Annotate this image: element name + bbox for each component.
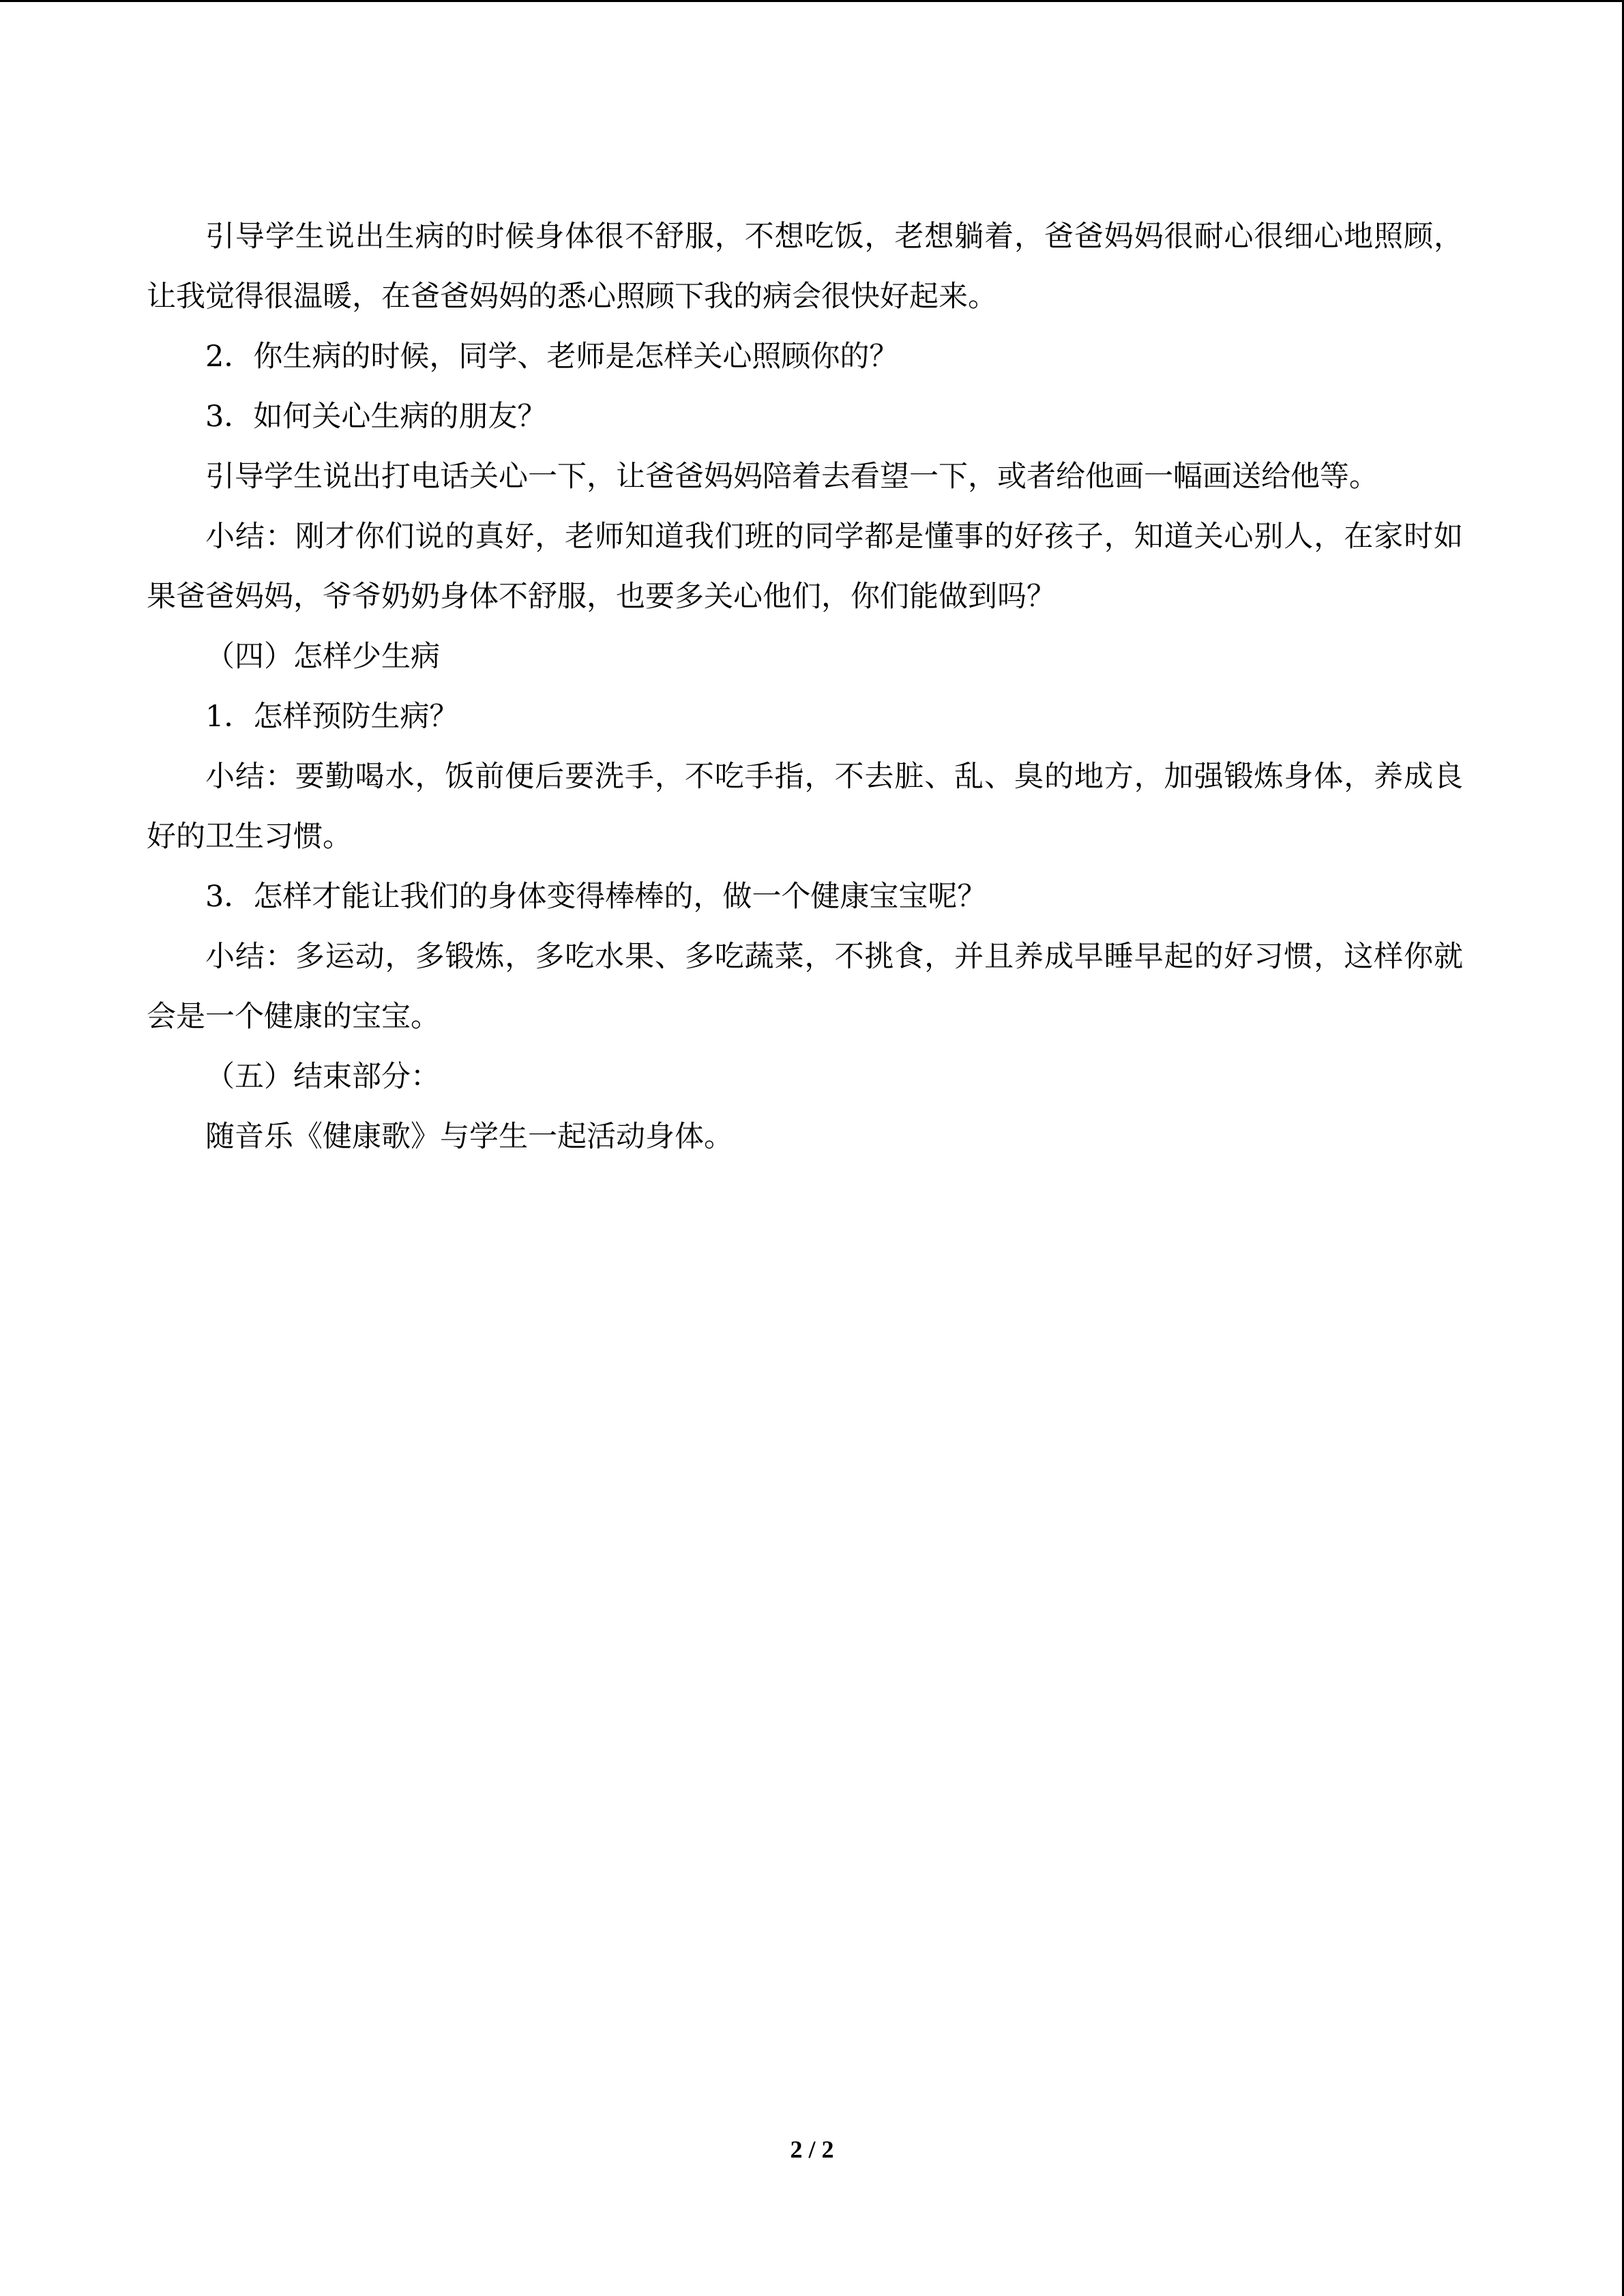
paragraph-guide-illness: 引导学生说出生病的时候身体很不舒服，不想吃饭，老想躺着，爸爸妈妈很耐心很细心地照顾，让我觉得很温暖，在爸爸妈妈的悉心照顾下我的病会很快好起来。 — [147, 220, 1463, 314]
question-2-classmates-care: 2．你生病的时候，同学、老师是怎样关心照顾你的？ — [205, 340, 899, 374]
paragraph-guide-call-visit: 引导学生说出打电话关心一下，让爸爸妈妈陪着去看望一下，或者给他画一幅画送给他等。 — [205, 460, 1378, 494]
question-1-prevent-illness: 1．怎样预防生病？ — [205, 700, 459, 734]
section-heading-5: （五）结束部分： — [205, 1060, 440, 1094]
summary-healthy-habits: 小结：多运动，多锻炼，多吃水果、多吃蔬菜，不挑食，并且养成早睡早起的好习惯，这样你就会是一个健康的宝宝。 — [147, 940, 1463, 1034]
page-number: 2 / 2 — [790, 2136, 834, 2163]
paragraph-closing-activity: 随音乐《健康歌》与学生一起活动身体。 — [205, 1120, 733, 1154]
question-3-care-for-friends: 3．如何关心生病的朋友？ — [205, 400, 547, 434]
summary-hygiene-habits: 小结：要勤喝水，饭前便后要洗手，不吃手指，不去脏、乱、臭的地方，加强锻炼身体，养成良好的卫生习惯。 — [147, 760, 1463, 854]
section-heading-4: （四）怎样少生病 — [205, 640, 440, 674]
question-3-healthy-baby: 3．怎样才能让我们的身体变得棒棒的，做一个健康宝宝呢？ — [205, 880, 987, 914]
summary-care-for-others: 小结：刚才你们说的真好，老师知道我们班的同学都是懂事的好孩子，知道关心别人，在家时如果爸爸妈妈，爷爷奶奶身体不舒服，也要多关心他们，你们能做到吗？ — [147, 520, 1463, 614]
document-body — [147, 207, 1463, 1167]
